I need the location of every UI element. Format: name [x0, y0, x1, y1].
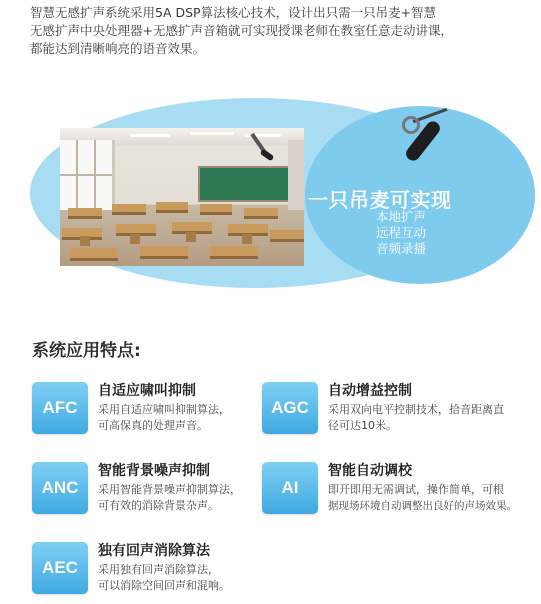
intro-line: 都能达到清晰响亮的语音效果。 [30, 41, 206, 56]
feature-afc [32, 380, 272, 436]
anc-badge-icon: ANC [32, 462, 88, 514]
desk [112, 204, 146, 215]
hero-title: 一只吊麦可实现 [308, 188, 452, 212]
desk [200, 204, 232, 215]
feature-title: 智能自动调校 [328, 463, 412, 479]
desk [68, 208, 102, 219]
feature-title: 自动增益控制 [328, 383, 412, 399]
agc-badge-icon: AGC [262, 382, 318, 434]
feature-description-line: 采用独有回声消除算法， [98, 563, 219, 576]
desk [210, 246, 258, 259]
feature-title: 自适应啸叫抑制 [98, 383, 196, 399]
hanging-microphone-icon [260, 149, 275, 162]
feature-description [98, 482, 241, 514]
ceiling-light [190, 132, 234, 135]
feature-description-line: 可有效的消除背景杂声。 [98, 499, 219, 512]
feature-description [98, 402, 230, 434]
afc-badge-icon: AFC [32, 382, 88, 434]
feature-description [98, 562, 230, 594]
feature-aec [32, 540, 272, 596]
ai-badge-icon: AI [262, 462, 318, 514]
feature-description-line: 可以消除空间回声和混响。 [98, 579, 230, 592]
classroom-image [60, 128, 304, 266]
microphone-mount [402, 116, 420, 134]
feature-ai [262, 460, 537, 516]
classroom-wall [288, 140, 304, 210]
feature-agc [262, 380, 532, 436]
feature-description-line: 采用智能背景噪声抑制算法， [98, 483, 241, 496]
hero-feature-item: 远程互动 [376, 225, 427, 240]
ceiling-light [130, 134, 170, 137]
feature-anc [32, 460, 272, 516]
chair [130, 234, 140, 244]
classroom-window [60, 140, 115, 210]
feature-title: 独有回声消除算法 [98, 543, 210, 559]
chair [80, 236, 90, 246]
chair [242, 234, 252, 244]
desk [270, 230, 304, 242]
desk [244, 208, 278, 219]
aec-badge-icon: AEC [32, 542, 88, 594]
desk [140, 246, 188, 259]
feature-description [328, 402, 504, 434]
hero-feature-item: 音频录播 [376, 241, 427, 256]
feature-description-line: 可高保真的处理声音。 [98, 419, 208, 432]
feature-description-line: 即开即用无需调试，操作简单，可根 [328, 483, 504, 496]
chair [186, 232, 196, 242]
blackboard [198, 166, 294, 202]
desk [156, 202, 188, 213]
feature-title: 智能背景噪声抑制 [98, 463, 210, 479]
feature-description-line: 采用自适应啸叫抑制算法， [98, 403, 230, 416]
hero-feature-list [376, 209, 426, 257]
feature-description-line: 采用双向电平控制技术，拾音距离直 [328, 403, 504, 416]
feature-description-line: 据现场环境自动调整出良好的声场效果。 [328, 500, 517, 512]
intro-line: 无感扩声中央处理器+无感扩声音箱就可实现授课老师在教室任意走动讲课， [30, 23, 453, 38]
feature-description [328, 482, 517, 514]
intro-line: 智慧无感扩声系统采用5A DSP算法核心技术，设计出只需一只吊麦+智慧 [30, 5, 437, 20]
intro-paragraph [30, 4, 520, 58]
section-title: 系统应用特点: [32, 341, 141, 361]
desk [70, 248, 118, 261]
hero-feature-item: 本地扩声 [376, 209, 427, 224]
feature-description-line: 径可达10米。 [328, 419, 397, 432]
hero-banner [0, 88, 541, 308]
